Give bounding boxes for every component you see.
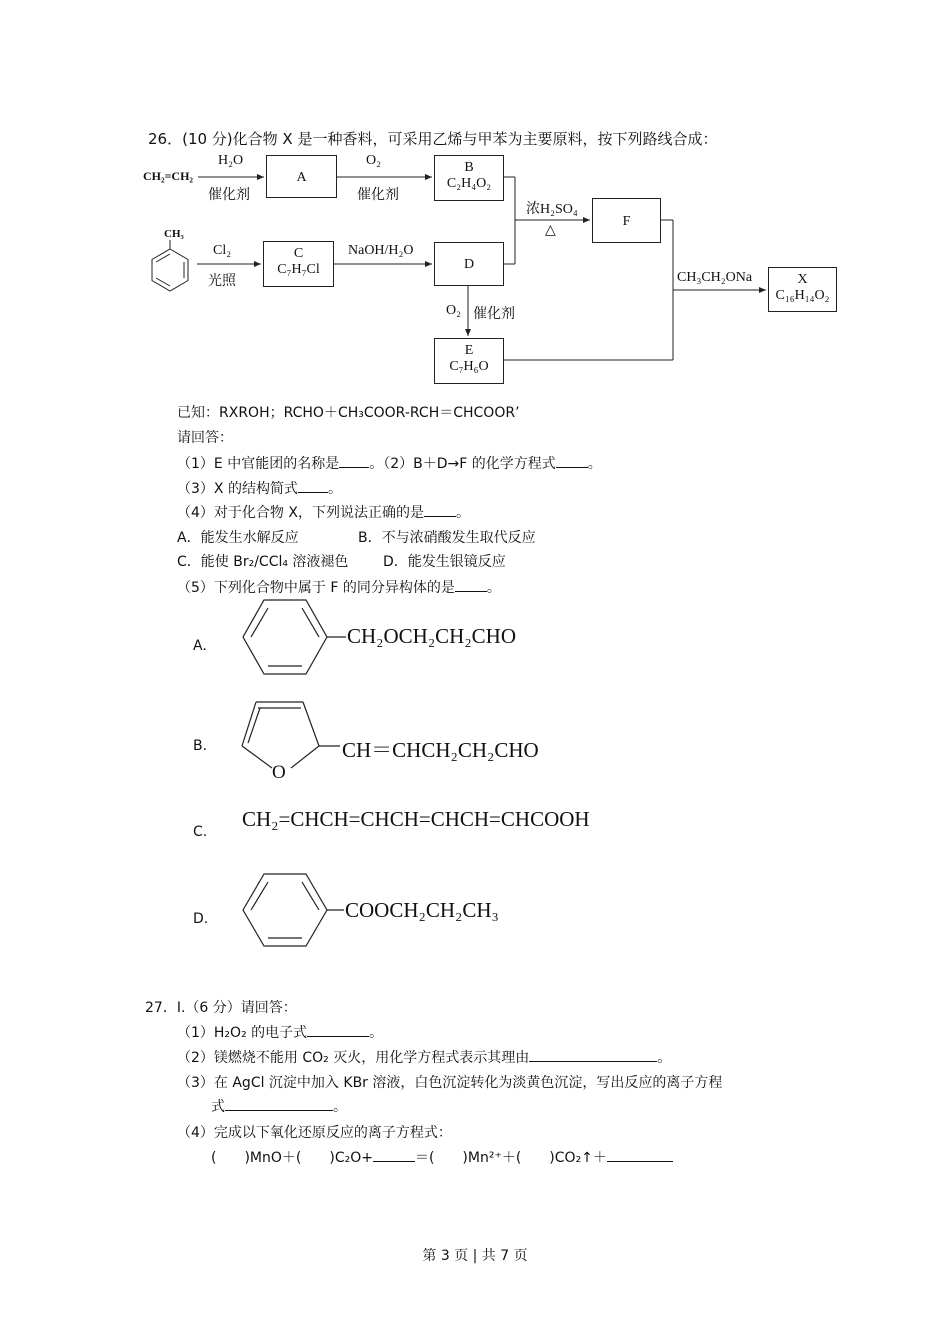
q27-part-4: （4）完成以下氧化还原反应的离子方程式： [177, 1125, 452, 1141]
option-A: A．能发生水解反应 [177, 530, 299, 546]
arrow-F-condition: △ [545, 223, 556, 238]
arrow-E-condition: 催化剂 [473, 307, 515, 322]
toluene-ring-icon [152, 240, 188, 291]
arrow2-reagent: O₂ [366, 153, 381, 168]
toluene-methyl: CH₃ [164, 228, 184, 240]
arrow-C-condition: 光照 [208, 274, 236, 289]
option-D: D．能发生银镜反应 [383, 554, 506, 570]
choice-C-formula: CH₂=CHCH=CHCH=CHCH=CHCOOH [242, 807, 590, 831]
question-4: （4）对于化合物 X，下列说法正确的是 。 [177, 502, 470, 522]
box-X: X C₁₆H₁₄O₂ [768, 267, 837, 312]
question-1-2: （1）E 中官能团的名称是 。（2）B＋D→F 的化学方程式 。 [177, 453, 602, 473]
known-reaction: 已知：RXROH；RCHO＋CH₃COOR-RCH＝CHCOOR’ [177, 405, 520, 421]
box-A: A [266, 155, 337, 198]
answer-blank[interactable] [556, 453, 588, 468]
choice-D-label: D. [193, 911, 209, 927]
box-E: E C₇H₆O [434, 338, 504, 384]
answer-blank[interactable] [373, 1147, 415, 1162]
choice-B-label: B. [193, 738, 208, 754]
arrow-E-reagent: O₂ [446, 303, 461, 318]
answer-blank[interactable] [339, 453, 369, 468]
benzene-ring-icon [243, 874, 344, 946]
box-F: F [592, 198, 661, 243]
q27-header: 27．Ⅰ.（6 分）请回答： [145, 1000, 297, 1016]
answer-blank[interactable] [298, 478, 328, 493]
answer-blank[interactable] [529, 1047, 657, 1062]
arrow1-reagent: H₂O [218, 153, 244, 168]
choice-C-label: C. [193, 824, 208, 840]
choice-D-formula: COOCH₂CH₂CH₃ [345, 898, 499, 922]
benzene-ring-icon [243, 600, 346, 674]
arrow1-condition: 催化剂 [208, 188, 250, 203]
q27-redox-equation: ( )MnO＋( )C₂O+ ＝( )Mn²⁺＋( )CO₂↑＋ [211, 1147, 673, 1167]
question-3: （3）X 的结构简式 。 [177, 478, 342, 498]
answer-blank[interactable] [424, 502, 456, 517]
question-5: （5）下列化合物中属于 F 的同分异构体的是 。 [177, 577, 501, 597]
box-D: D [434, 242, 504, 286]
page-footer: 第 3 页 | 共 7 页 [422, 1248, 528, 1264]
furan-oxygen: O [272, 762, 286, 783]
option-B: B．不与浓硝酸发生取代反应 [358, 530, 536, 546]
choice-A-label: A. [193, 638, 207, 654]
q26-header: 26．(10 分)化合物 X 是一种香料，可采用乙烯与甲苯为主要原料，按下列路线合成： [148, 130, 718, 148]
q27-part-1: （1）H₂O₂ 的电子式 。 [177, 1022, 383, 1042]
ethylene-formula: CH₂=CH₂ [143, 169, 194, 183]
option-C: C．能使 Br₂/CCl₄ 溶液褪色 [177, 554, 349, 570]
choice-B-formula: CH＝CHCH₂CH₂CHO [342, 738, 539, 762]
answer-blank[interactable] [607, 1147, 673, 1162]
arrow-X-reagent: CH₃CH₂ONa [677, 270, 753, 285]
arrow-C-reagent: Cl₂ [213, 243, 232, 258]
box-B: B C₂H₄O₂ [434, 155, 504, 201]
box-C: C C₇H₇Cl [263, 241, 334, 287]
choice-A-formula: CH₂OCH₂CH₂CHO [347, 624, 516, 648]
furan-ring-icon [242, 702, 340, 768]
arrow-F-reagent: 浓H₂SO₄ [526, 202, 578, 217]
q27-part-2: （2）镁燃烧不能用 CO₂ 灭火，用化学方程式表示其理由 。 [177, 1047, 671, 1067]
arrow2-condition: 催化剂 [357, 188, 399, 203]
answer-blank[interactable] [225, 1096, 333, 1111]
arrow-D-reagent: NaOH/H₂O [348, 243, 414, 258]
q27-part-3: （3）在 AgCl 沉淀中加入 KBr 溶液，白色沉淀转化为淡黄色沉淀，写出反应的离子方程 [177, 1075, 723, 1091]
prompt: 请回答： [177, 430, 233, 446]
answer-blank[interactable] [307, 1022, 369, 1037]
q27-part-3-cont: 式 。 [211, 1096, 347, 1116]
